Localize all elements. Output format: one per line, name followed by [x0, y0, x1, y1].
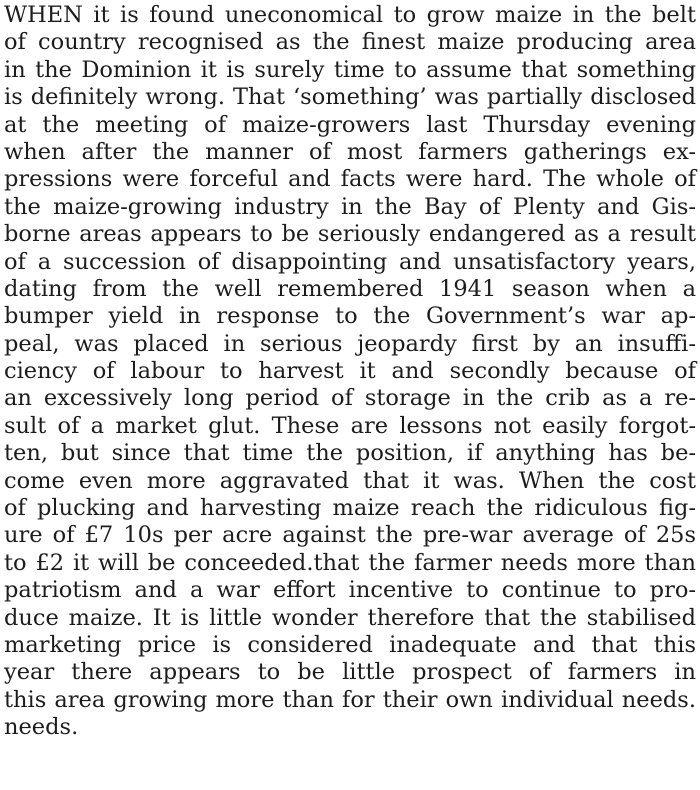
text-line: is definitely wrong. That ‘something’ was partially disclosed	[4, 84, 696, 111]
text-line: dating from the well remembered 1941 season when a	[4, 275, 696, 302]
text-line: come even more aggravated that it was. When the cost	[4, 467, 696, 494]
text-line: to £2 it will be conceeded.that the farmer needs more than	[4, 549, 696, 576]
text-line: peal, was placed in serious jeopardy first by an insuffi-	[4, 330, 696, 357]
text-line: the maize-growing industry in the Bay of Plenty and Gis-	[4, 193, 696, 220]
newspaper-article-text	[4, 0, 696, 742]
text-line: WHEN it is found uneconomical to grow maize in the belt	[4, 2, 696, 28]
text-line: year there appears to be little prospect of farmers in	[4, 659, 696, 686]
text-line: duce maize. It is little wonder therefore that the stabilised	[4, 604, 696, 631]
text-line: pressions were forceful and facts were hard. The whole of	[4, 166, 696, 193]
text-line: borne areas appears to be seriously endangered as a result	[4, 221, 696, 248]
text-line: an excessively long period of storage in the crib as a re-	[4, 385, 696, 412]
text-line: sult of a market glut. These are lessons not easily forgot-	[4, 412, 696, 439]
text-line: bumper yield in response to the Government’s war ap-	[4, 303, 696, 330]
text-line: of plucking and harvesting maize reach the ridiculous fig-	[4, 495, 696, 522]
text-line: at the meeting of maize-growers last Thursday evening	[4, 111, 696, 138]
text-line: of country recognised as the finest maize producing area	[4, 29, 696, 56]
text-line: ten, but since that time the position, if anything has be-	[4, 440, 696, 467]
text-line: patriotism and a war effort incentive to continue to pro-	[4, 577, 696, 604]
text-line: this area growing more than for their own individual needs.	[4, 686, 696, 713]
text-line: ure of £7 10s per acre against the pre-war average of 25s	[4, 522, 696, 549]
text-line: marketing price is considered inadequate and that this	[4, 631, 696, 658]
text-line: when after the manner of most farmers gatherings ex-	[4, 138, 696, 165]
text-line: needs.	[4, 714, 79, 741]
text-line: of a succession of disappointing and unsatisfactory years,	[4, 248, 696, 275]
text-line: in the Dominion it is surely time to assume that something	[4, 56, 696, 83]
text-line: ciency of labour to harvest it and secondly because of	[4, 358, 696, 385]
